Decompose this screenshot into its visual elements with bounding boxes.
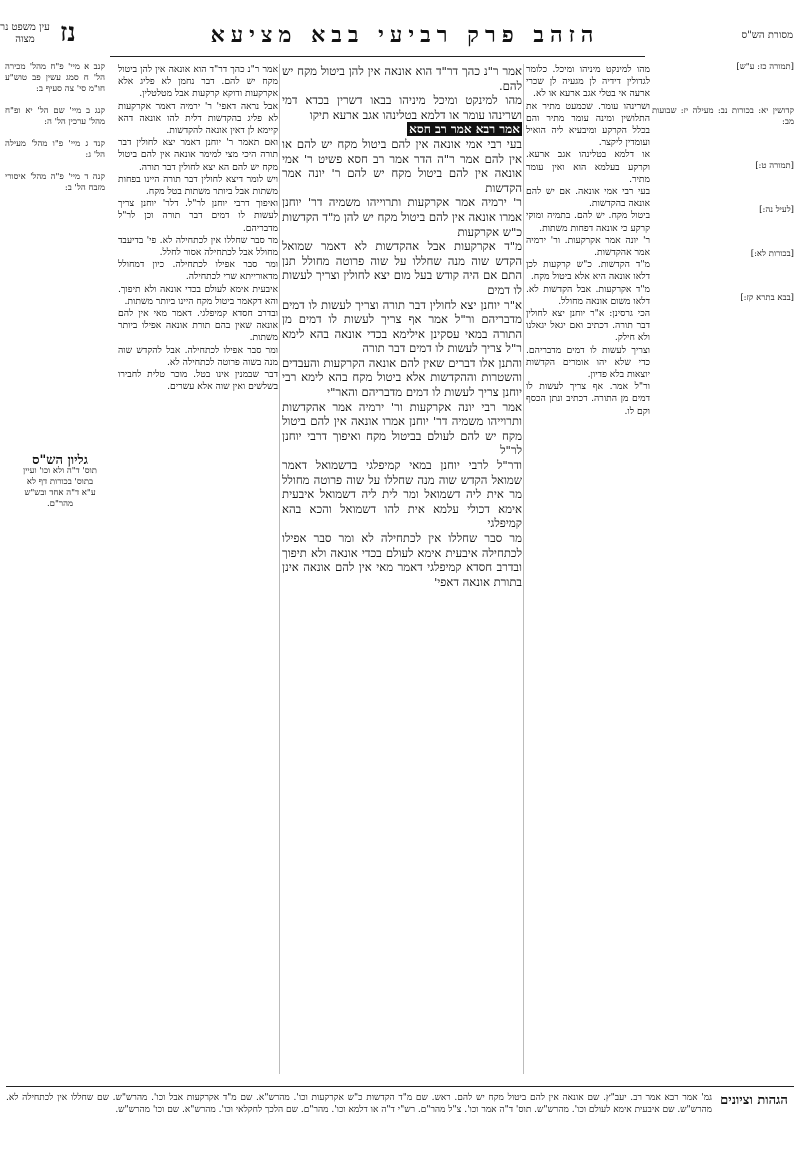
tosafot-paragraph: אבל נראה דאפי' ר' ירמיה דאמר אקרקעות לא פליג בהקדשות דלית להו אונאה דהא קיימא לן דאין אונאה להקדשות. xyxy=(118,100,278,137)
page-number: נז xyxy=(60,18,76,48)
rashi-paragraph: ביטול מקח. יש להם. בתמיה ומוקי קרקע כי אונאה דפחות משתות. xyxy=(526,210,650,234)
header-rule xyxy=(110,56,645,57)
rashi-paragraph: ושרינהו עומר. שכמעט מתיר את התלושין ומינה עומר מתיר והם בכלל הקרקע ומיבעיא ליה הואיל ועומדין ליקצר. xyxy=(526,100,650,149)
masoret-entry: [לעיל נה:] xyxy=(759,205,794,215)
masoret-entry: [בבא בתרא קז:] xyxy=(740,293,794,303)
hagahot-text: גמ' אמר רבא אמר רב. יעב"ץ. שם אונאה אין להם ביטול מקח יש להם. ראש. שם מ"ד הקדשות כ"ש אקרקעות וכו'. מהרש"א. שם מ"ד אקרקעות אבל וכו'. מהרש"ש. שם שחללו אין לכתחילה לא. מהרש"ש. שם איבעית אימא לעולם וכו'. מהרש"ש. תוס' ד"ה אמר וכו'. צ"ל מהר"ם. רש"י ד"ה או דלמא וכו'. מהר"ם. שם הלכך לחקלאי וכו'. מהרש"א. שם וכו' מהרש"ש. xyxy=(6,1093,712,1115)
ein-mishpat-entry: קנה ד מיי' פ"ה מהל' איסורי מזבח הל' ב: xyxy=(5,172,105,193)
column-divider xyxy=(523,64,524,1074)
rashi-paragraph: מ"ד אקרקעות. אבל הקדשות לא. דלאו משום אונאה מחולל. xyxy=(526,283,650,307)
masoret-entry: [תמורה ט:] xyxy=(755,161,794,171)
tosafot-paragraph: ואם תאמר ר' יוחנן דאמר יצא לחולין דבר תורה היכי מצי למימר אונאה אין להם ביטול מקח יש להם הא יצא לחולין דבר תורה. xyxy=(118,137,278,173)
masoret-entry: [תמורה כז: ע"ש] xyxy=(736,62,794,72)
tosafot-commentary xyxy=(118,64,278,393)
hagahot-title: הגהות וציונים xyxy=(720,1093,788,1108)
gemara-paragraph: א"ר יוחנן יצא לחולין דבר תורה וצריך לעשות לו דמים מדבריהם ור"ל אמר אף צריך לעשות לו דמים מן התורה במאי עסקינן אילימא בכדי אונאה בהא לימא ר"ל צריך לעשות לו דמים דבר תורה xyxy=(282,297,522,356)
rashi-paragraph: ור"ל אמר. אף צריך לעשות לו דמים מן התורה. דכתיב ונתן הכסף וקם לו. xyxy=(526,381,650,417)
page-title: הזהב פרק רביעי בבא מציעא xyxy=(210,22,600,48)
gemara-paragraph: אמר רבי יונה אקרקעות ור' ירמיה אמר אהקדשות ותרוייהו משמיה דר' יוחנן אמרו אונאה אין להם ביטול מקח יש להם לעולם בביטול מקח ואיפוך דרבי יוחנן לר"ל xyxy=(282,399,522,458)
gemara-paragraph: ר' ירמיה אמר אקרקעות ותרוייהו משמיה דר' יוחנן אמרו אונאה אין להם ביטול מקח יש להן מ"ד הקדשות כ"ש אקרקעות xyxy=(282,195,522,239)
gilyon-text: תוס' ד"ה ולא וכו' ועיין בתוס' בכורות דף לא ע"א ד"ה אחד ובש"ש מהר"ם. xyxy=(23,466,97,509)
masoret-hashas-label: מסורת הש"ס xyxy=(741,30,793,41)
gemara-text xyxy=(282,64,522,589)
ein-mishpat-entry: קנב א מיי' פ"ח מהל' מכירה הל' ח סמג עשין פב טוש"ע חו"מ סי' צה סעיף ב: xyxy=(5,62,105,94)
page-header xyxy=(0,0,799,58)
gemara-paragraph: מר סבר שחללו אין לכתחילה לא ומר סבר אפילו לכתחילה איבעית אימא לעולם בכדי אונאה ולא תיפוך ובדרב חסדא קמיפלגי דאמר מאי אין להם אונאה אינן בתורת אונאה דאפי' xyxy=(282,531,522,589)
tosafot-paragraph: ויש לומר דיצא לחולין דבר תורה היינו בפחות משתות אבל ביותר משתות בטל מקח. xyxy=(118,173,278,198)
rashi-paragraph: בעי רבי אמי אונאה. אם יש להם אונאה בהקדשות. xyxy=(526,186,650,210)
tosafot-paragraph: אמר ר"נ כהך דר"ד הוא אונאה אין להן ביטול מקח יש להם. דבר נחמן לא פליג אלא אקרקעות ודוקא קרקעות אבל מטלטלין. xyxy=(118,64,278,100)
bottom-commentary-paragraph: ומר סבר אפילו לכתחילה. אבל להקדש שוה מנה בשוה פרוטה לכתחילה לא. xyxy=(118,344,278,368)
tosafot-paragraph: ומר סבר אפילו לכתחילה. כיון דמחולל מדאורייתא שרי לכתחילה. xyxy=(118,259,278,283)
ein-mishpat-entry: קנג ב מיי' שם הל' יא ופ"ח מהל' ערכין הל' ה: xyxy=(5,106,105,127)
column-divider xyxy=(279,64,280,1074)
tosafot-paragraph: איבעית אימא לעולם בכדי אונאה ולא תיפוך. והא דקאמר ביטול מקח היינו ביותר משתות. xyxy=(118,283,278,307)
rashi-paragraph: או דלמא בטלינהו אגב ארעא. וקרקע בעלמא הוא ואין עומר מתיר. xyxy=(526,149,650,185)
ein-mishpat-label: עין משפט נר מצוה xyxy=(0,22,50,45)
gemara-paragraph: מ"ד אקרקעות אבל אהקדשות לא דאמר שמואל הקדש שוה מנה שחללו על שוה פרוטה מחולל תנן התם אם היה קודש בעל מום יצא לחולין וצריך לעשות לו דמים xyxy=(282,239,522,297)
tosafot-paragraph: מר סבר שחללו אין לכתחילה לא. פי' בדיעבד מחולל אבל לכתחילה אסור לחלל. xyxy=(118,234,278,259)
rashi-paragraph: ר' יונה אמר אקרקעות. ור' ירמיה אמר אהקדשות. xyxy=(526,234,650,259)
rashi-paragraph: מ"ד הקדשות. כ"ש קרקעות לכן דלאו אונאה היא אלא ביטול מקח. xyxy=(526,259,650,283)
gemara-paragraph: ודר"ל לרבי יוחנן במאי קמיפלגי בדשמואל דאמר שמואל הקדש שוה מנה שחללו על שוה פרוטה מחולל מר אית ליה דשמואל ומר לית ליה דשמואל איבעית אימא דכולי עלמא אית להו דשמואל והכא בהא קמיפלגי xyxy=(282,458,522,531)
gilyon-title: גליון הש"ס xyxy=(32,453,88,468)
bottom-commentary-paragraph: דבר שבמנין אינו בטל. מוכר טלית לחבירו בשלשים ואין שוה אלא עשרים. xyxy=(118,369,278,393)
gemara-paragraph: בעי רבי אמי אונאה אין להם ביטול מקח יש להם או אין להם אמר ר"ה הדר אמר רב חסא פשיט ר' אמי אונאה אין להם ביטול מקח יש להם ר' יונה אמר הקדשות xyxy=(282,136,522,195)
gemara-paragraph: והתנן אלו דברים שאין להם אונאה הקרקעות והעבדים והשטרות וההקדשות אלא ביטול מקח בהא לימא רבי יוחנן צריך לעשות לו דמים מדבריהם והאר"י xyxy=(282,355,522,400)
gilyon-hashas xyxy=(20,455,100,510)
masoret-entry: קדושין יא: בכורות נב: מעילה יז: שבועות מב: xyxy=(652,106,794,127)
ein-mishpat-entry: קנד ג מיי' פ"ו מהל' מעילה הל' ג: xyxy=(5,139,105,160)
rashi-paragraph: הכי גרסינן: א"ר יוחנן יצא לחולין דבר תורה. דכתיב ואם יגאל יגאלנו ולא חילק. xyxy=(526,308,650,344)
tosafot-paragraph: ואיפוך דרבי יוחנן לר"ל. דלר' יוחנן צריך לעשות לו דמים דבר תורה וכן לר"ל מדבריהם. xyxy=(118,198,278,234)
rashi-paragraph: וצריך לעשות לו דמים מדבריהם. כדי שלא יהו אומרים הקדשות יוצאות בלא פדיון. xyxy=(526,344,650,381)
gemara-paragraph: מהו למינקט ומיכל מיניהו בבאו דשרין בכדא דמי ושרינהו עומר או דלמא בטלינהו אגב ארעא תיקו xyxy=(282,93,522,122)
masoret-entry: [בכורות לא:] xyxy=(750,249,794,259)
ein-mishpat-column xyxy=(5,62,105,194)
section-heading: אמר רבא אמר רב חסא xyxy=(409,122,520,137)
tosafot-paragraph: ובדרב חסדא קמיפלגי. דאמר מאי אין להם אונאה שאין בהם תורת אונאה אפילו ביותר משתות. xyxy=(118,308,278,344)
rashi-commentary xyxy=(526,64,650,418)
rashi-paragraph: מהו למינקט מיניהו ומיכל. כלומר לגדולין דידיה לן מגעיה לן שכרי ארעה אי בטלי אגב ארעא או לא. xyxy=(526,64,650,100)
gemara-paragraph: אמר ר"נ כהך דר"ד הוא אונאה אין להן ביטול מקח יש להם. xyxy=(282,64,522,93)
masoret-hashas-column xyxy=(652,62,794,304)
hagahot-section xyxy=(6,1086,794,1167)
